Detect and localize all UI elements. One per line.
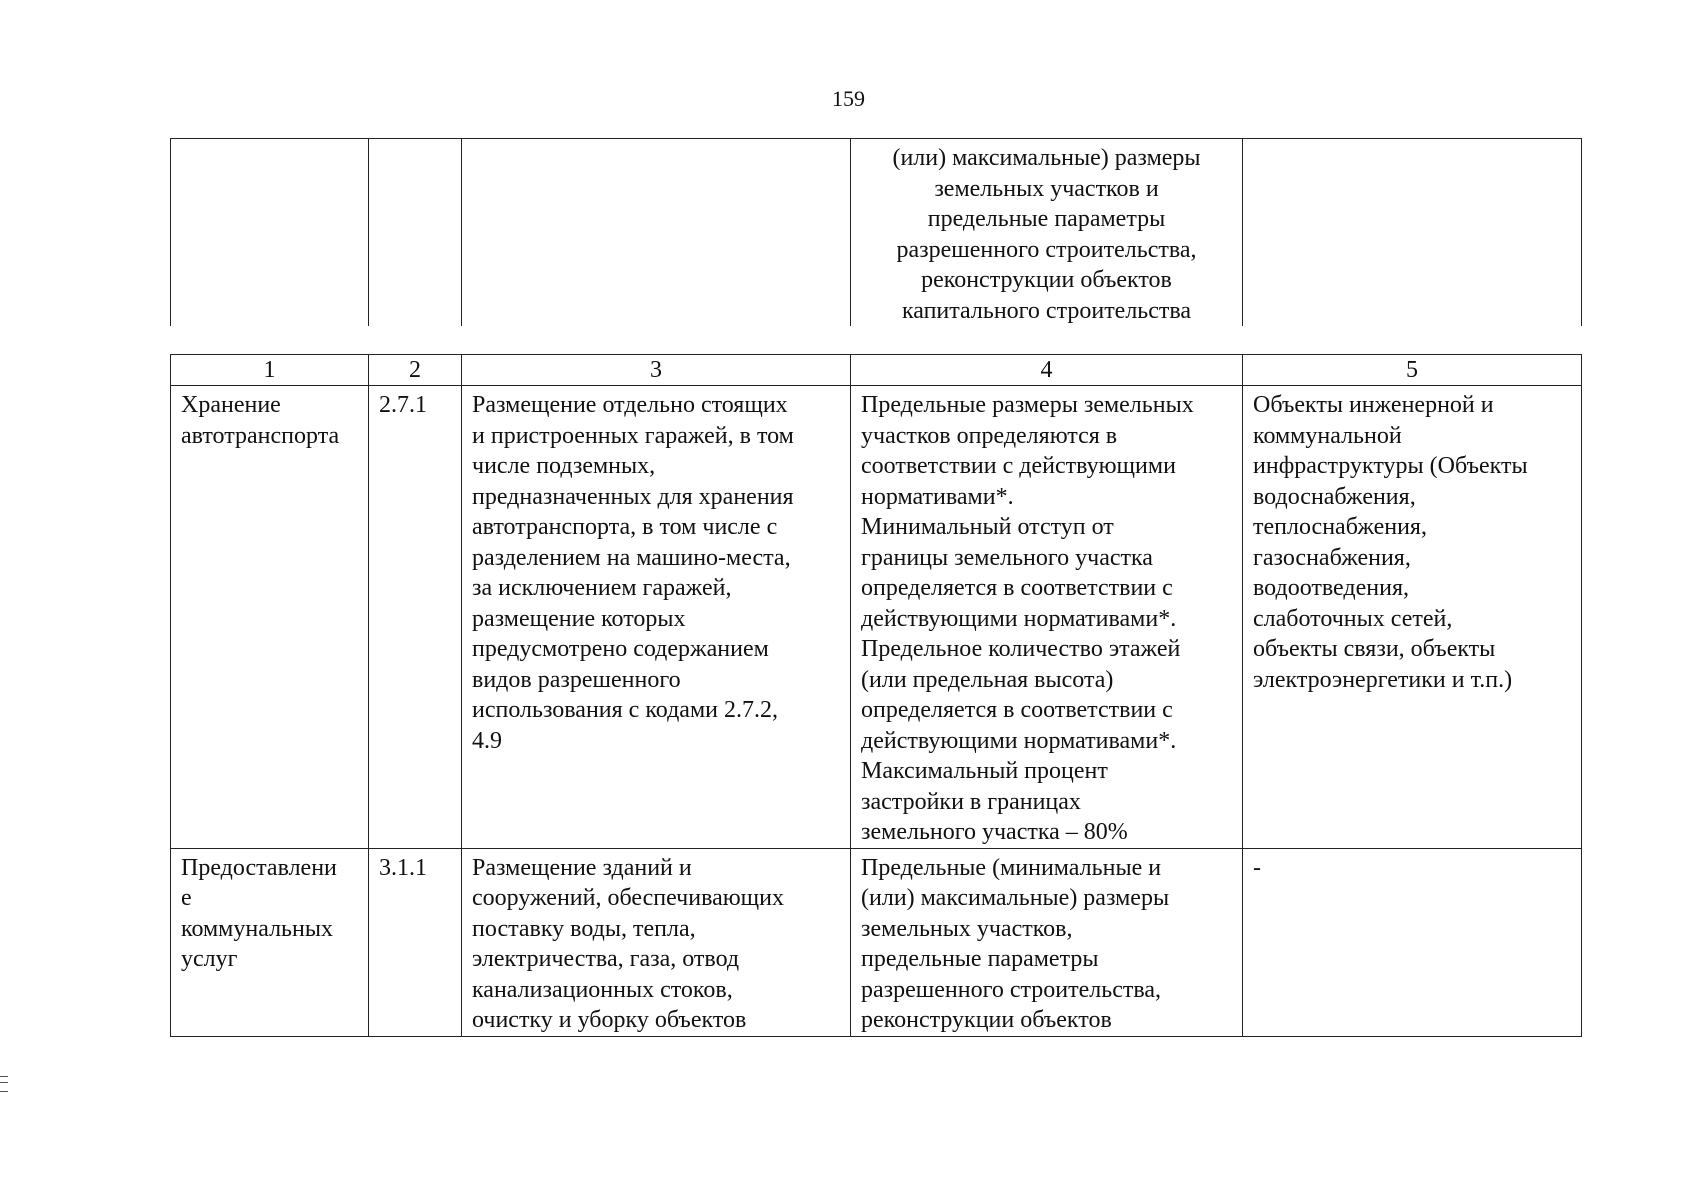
auxiliary-use-cell: Объекты инженерной и коммунальной инфраструктуры (Объекты водоснабжения, теплоснабжения, газоснабжения, водоотведения, слаботочных сетей, объекты связи, объекты электроэнергетики и т.п.) bbox=[1243, 386, 1582, 849]
column-header-5: 5 bbox=[1243, 355, 1582, 386]
margin-mark bbox=[0, 1076, 8, 1092]
table-row bbox=[171, 386, 1582, 849]
continuation-cell-1 bbox=[171, 139, 369, 327]
column-header-1: 1 bbox=[171, 355, 369, 386]
table-header-row bbox=[171, 355, 1582, 386]
continuation-cell-3 bbox=[462, 139, 851, 327]
parameters-cell: Предельные размеры земельных участков определяются в соответствии с действующими нормативами*. Минимальный отступ от границы земельного участка определяется в соответствии с действующими нормативами*. Предельное количество этажей (или предельная высота) определяется в соответствии с действующими нормативами*. Максимальный процент застройки в границах земельного участка – 80% bbox=[851, 386, 1243, 849]
continuation-table bbox=[170, 138, 1582, 326]
auxiliary-use-cell: - bbox=[1243, 848, 1582, 1036]
land-use-table bbox=[170, 354, 1582, 1037]
continuation-cell-4: (или) максимальные) размеры земельных участков и предельные параметры разрешенного строительства, реконструкции объектов капитального строительства bbox=[851, 139, 1243, 327]
continuation-row bbox=[171, 139, 1582, 327]
use-name-cell: Предоставлени е коммунальных услуг bbox=[171, 848, 369, 1036]
use-name-cell: Хранение автотранспорта bbox=[171, 386, 369, 849]
column-header-4: 4 bbox=[851, 355, 1243, 386]
use-code-cell: 3.1.1 bbox=[369, 848, 462, 1036]
parameters-cell: Предельные (минимальные и (или) максимальные) размеры земельных участков, предельные параметры разрешенного строительства, реконструкции объектов bbox=[851, 848, 1243, 1036]
use-description-cell: Размещение отдельно стоящих и пристроенных гаражей, в том числе подземных, предназначенных для хранения автотранспорта, в том числе с разделением на машино-места, за исключением гаражей, размещение которых предусмотрено содержанием видов разрешенного использования с кодами 2.7.2, 4.9 bbox=[462, 386, 851, 849]
page-number: 159 bbox=[832, 86, 865, 111]
column-header-3: 3 bbox=[462, 355, 851, 386]
continuation-cell-5 bbox=[1243, 139, 1582, 327]
continuation-cell-2 bbox=[369, 139, 462, 327]
use-code-cell: 2.7.1 bbox=[369, 386, 462, 849]
column-header-2: 2 bbox=[369, 355, 462, 386]
table-row bbox=[171, 848, 1582, 1036]
use-description-cell: Размещение зданий и сооружений, обеспечивающих поставку воды, тепла, электричества, газа, отвод канализационных стоков, очистку и уборку объектов bbox=[462, 848, 851, 1036]
